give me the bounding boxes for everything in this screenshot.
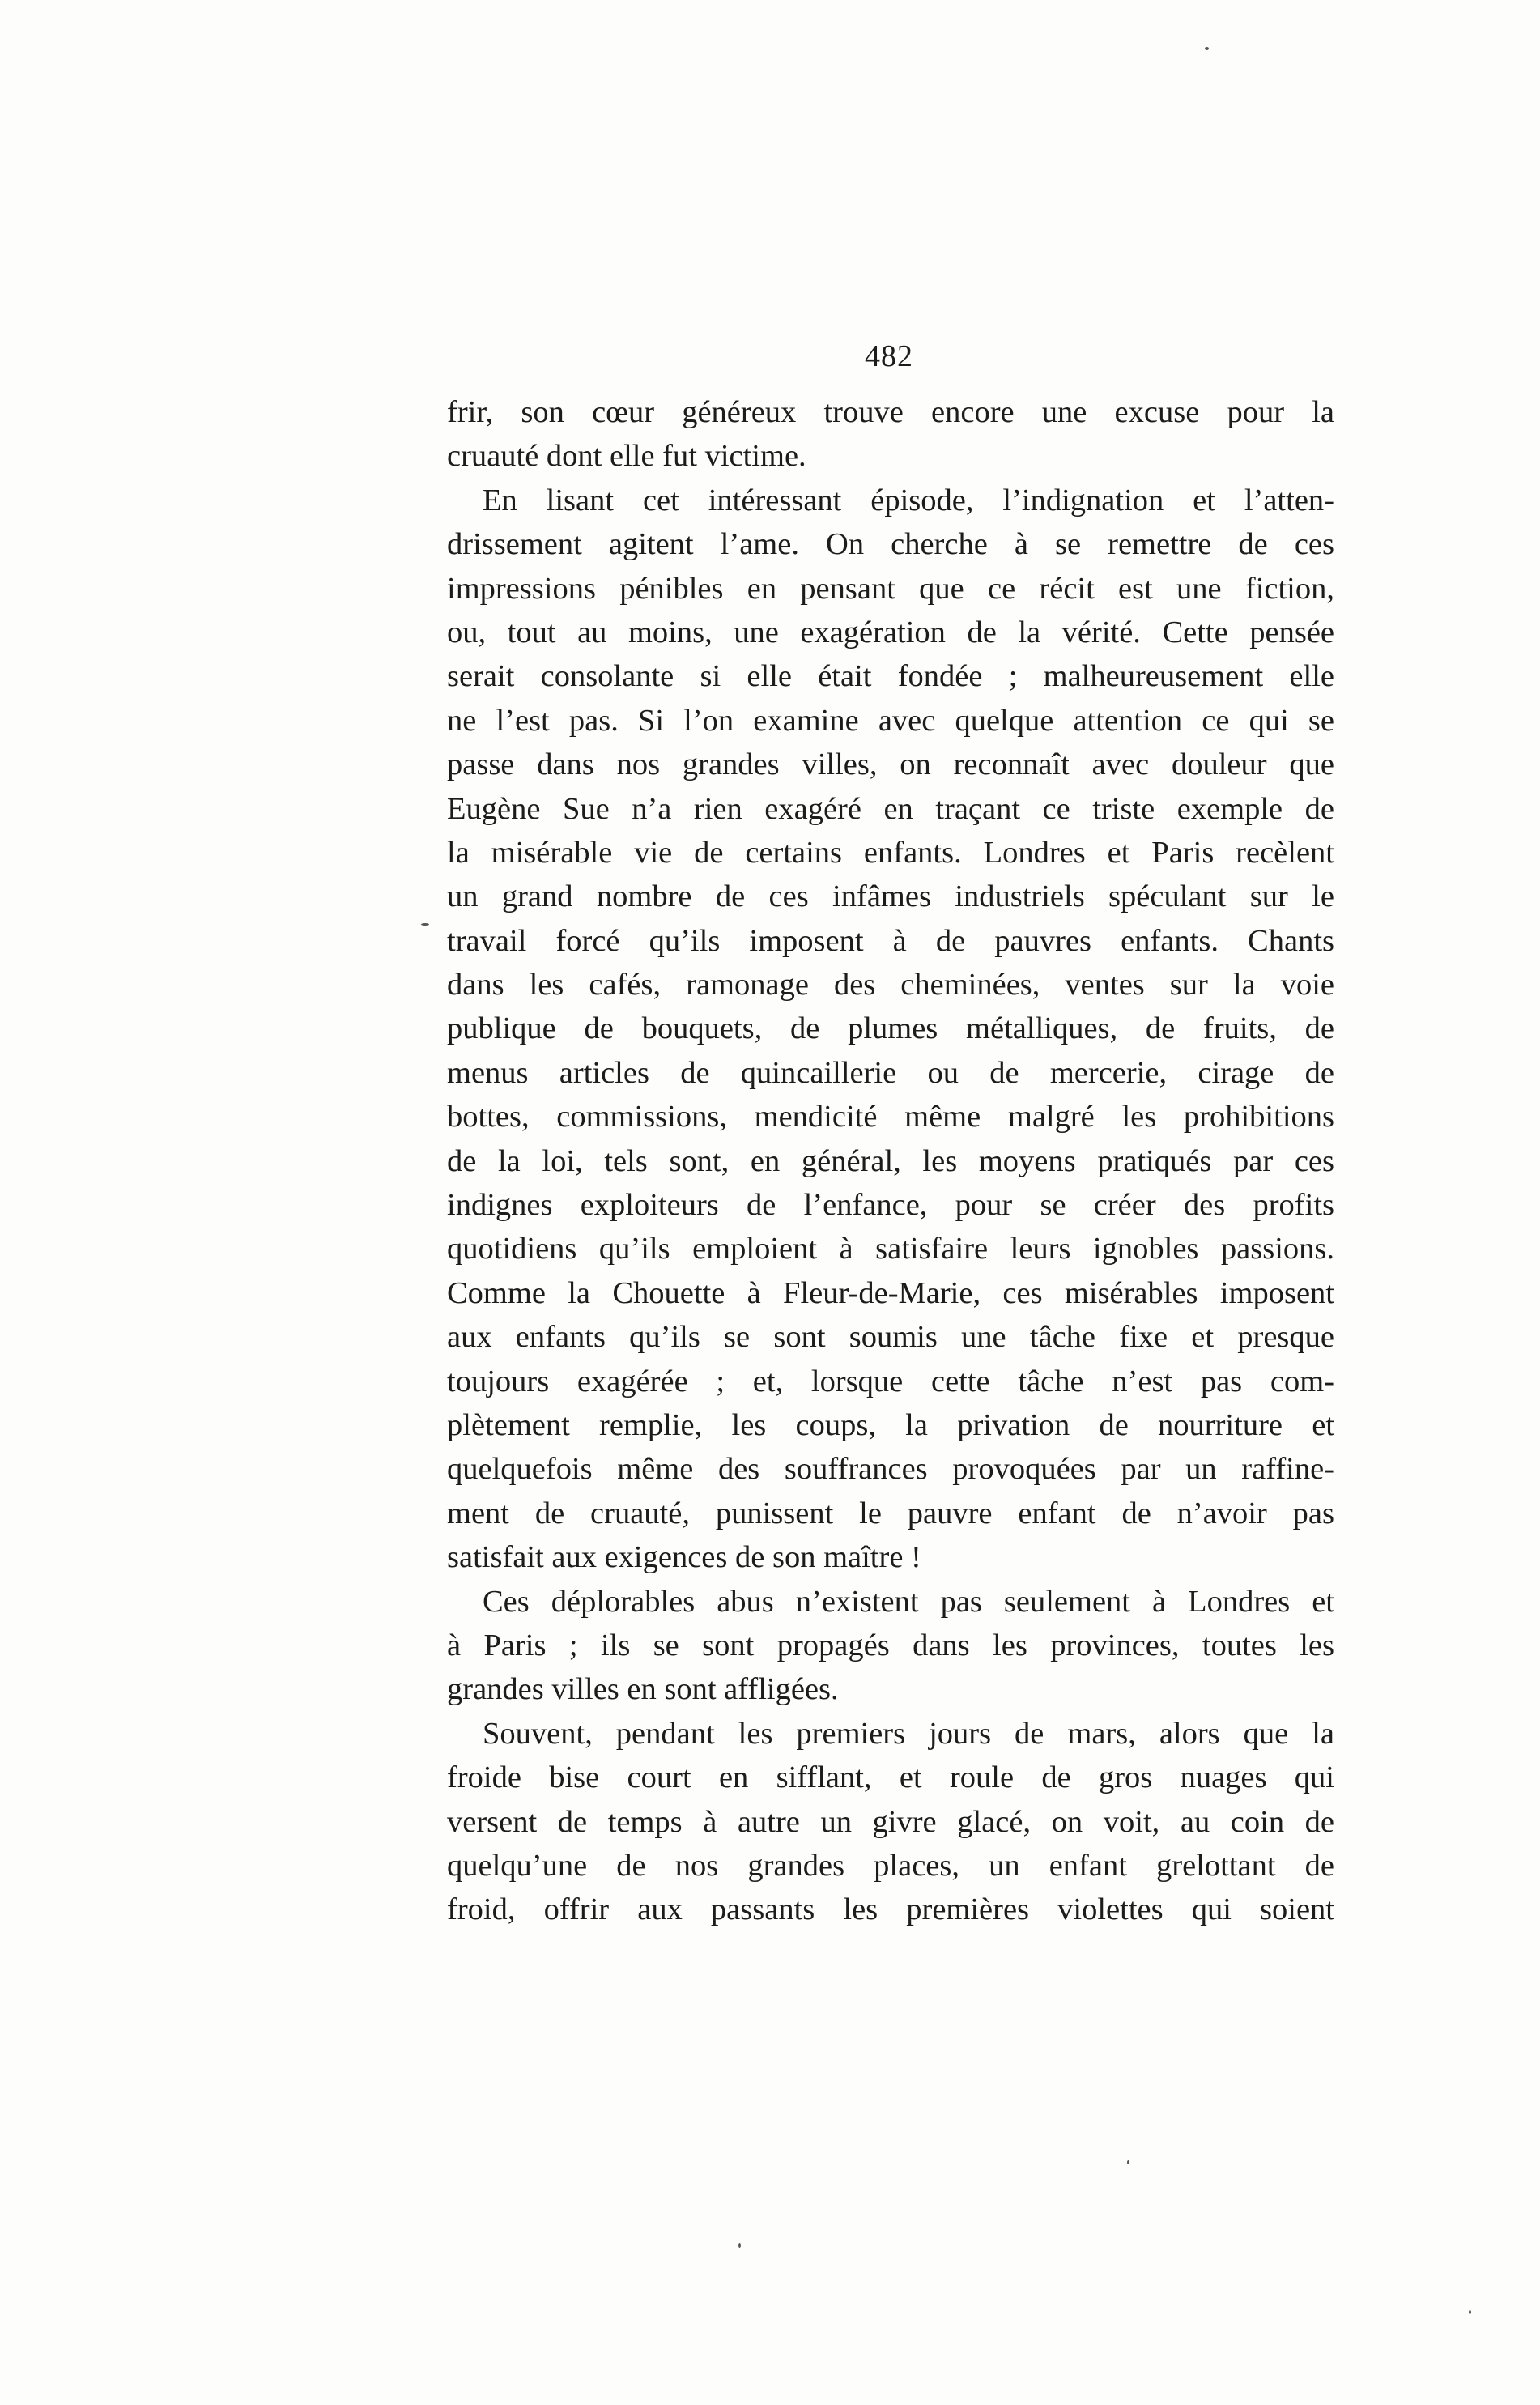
text-line: un grand nombre de ces infâmes industriels spéculant sur le — [447, 879, 1334, 914]
page-number: 482 — [865, 339, 913, 373]
text-line: publique de bouquets, de plumes métalliques, de fruits, de — [447, 1011, 1334, 1046]
text-line: cruauté dont elle fut victime. — [447, 439, 806, 474]
text-line: de la loi, tels sont, en général, les moyens pratiqués par ces — [447, 1143, 1334, 1178]
text-line: menus articles de quincaillerie ou de mercerie, cirage de — [447, 1055, 1334, 1090]
text-line: froide bise court en sifflant, et roule de gros nuages qui — [447, 1760, 1334, 1795]
scan-speck — [1205, 47, 1209, 50]
text-line: impressions pénibles en pensant que ce récit est une fiction, — [447, 571, 1334, 606]
text-line: Eugène Sue n’a rien exagéré en traçant ce triste exemple de — [447, 791, 1334, 826]
text-line: grandes villes en sont affligées. — [447, 1672, 839, 1707]
text-line: plètement remplie, les coups, la privation de nourriture et — [447, 1407, 1334, 1442]
text-line: Souvent, pendant les premiers jours de mars, alors que la — [483, 1716, 1334, 1751]
text-line: frir, son cœur généreux trouve encore une excuse pour la — [447, 395, 1334, 429]
paragraph-1 — [447, 390, 1334, 479]
scan-speck — [421, 923, 429, 926]
text-line: ou, tout au moins, une exagération de la vérité. Cette pensée — [447, 615, 1334, 649]
text-line: la misérable vie de certains enfants. Londres et Paris recèlent — [447, 835, 1334, 870]
body-text — [447, 390, 1334, 1932]
paragraph-4 — [447, 1712, 1334, 1932]
text-line: Comme la Chouette à Fleur-de-Marie, ces misérables imposent — [447, 1275, 1334, 1310]
text-line: aux enfants qu’ils se sont soumis une tâche fixe et presque — [447, 1320, 1334, 1355]
text-line: froid, offrir aux passants les premières violettes qui soient — [447, 1892, 1334, 1927]
text-line: Ces déplorables abus n’existent pas seulement à Londres et — [483, 1584, 1334, 1619]
text-line: dans les cafés, ramonage des cheminées, ventes sur la voie — [447, 968, 1334, 1002]
text-line: drissement agitent l’ame. On cherche à se remettre de ces — [447, 527, 1334, 562]
text-line: quelquefois même des souffrances provoquées par un raffine- — [447, 1452, 1334, 1487]
text-line: satisfait aux exigences de son maître ! — [447, 1540, 921, 1575]
text-line: quelqu’une de nos grandes places, un enfant grelottant de — [447, 1848, 1334, 1883]
text-line: quotidiens qu’ils emploient à satisfaire leurs ignobles passions. — [447, 1232, 1334, 1266]
text-line: passe dans nos grandes villes, on reconnaît avec douleur que — [447, 747, 1334, 782]
text-line: versent de temps à autre un givre glacé, on voit, au coin de — [447, 1804, 1334, 1839]
text-line: ment de cruauté, punissent le pauvre enfant de n’avoir pas — [447, 1496, 1334, 1530]
paragraph-2 — [447, 479, 1334, 1580]
scan-speck — [1469, 2310, 1471, 2314]
paragraph-3 — [447, 1580, 1334, 1712]
text-line: à Paris ; ils se sont propagés dans les provinces, toutes les — [447, 1628, 1334, 1662]
text-line: ne l’est pas. Si l’on examine avec quelque attention ce qui se — [447, 703, 1334, 738]
text-line: toujours exagérée ; et, lorsque cette tâche n’est pas com- — [447, 1364, 1334, 1398]
scan-speck — [738, 2243, 741, 2248]
scan-speck — [1127, 2160, 1129, 2164]
text-line: En lisant cet intéressant épisode, l’indignation et l’atten- — [483, 483, 1334, 517]
text-line: bottes, commissions, mendicité même malgré les prohibitions — [447, 1100, 1334, 1134]
text-line: travail forcé qu’ils imposent à de pauvres enfants. Chants — [447, 923, 1334, 958]
text-line: indignes exploiteurs de l’enfance, pour se créer des profits — [447, 1188, 1334, 1223]
text-line: serait consolante si elle était fondée ; malheureusement elle — [447, 659, 1334, 694]
